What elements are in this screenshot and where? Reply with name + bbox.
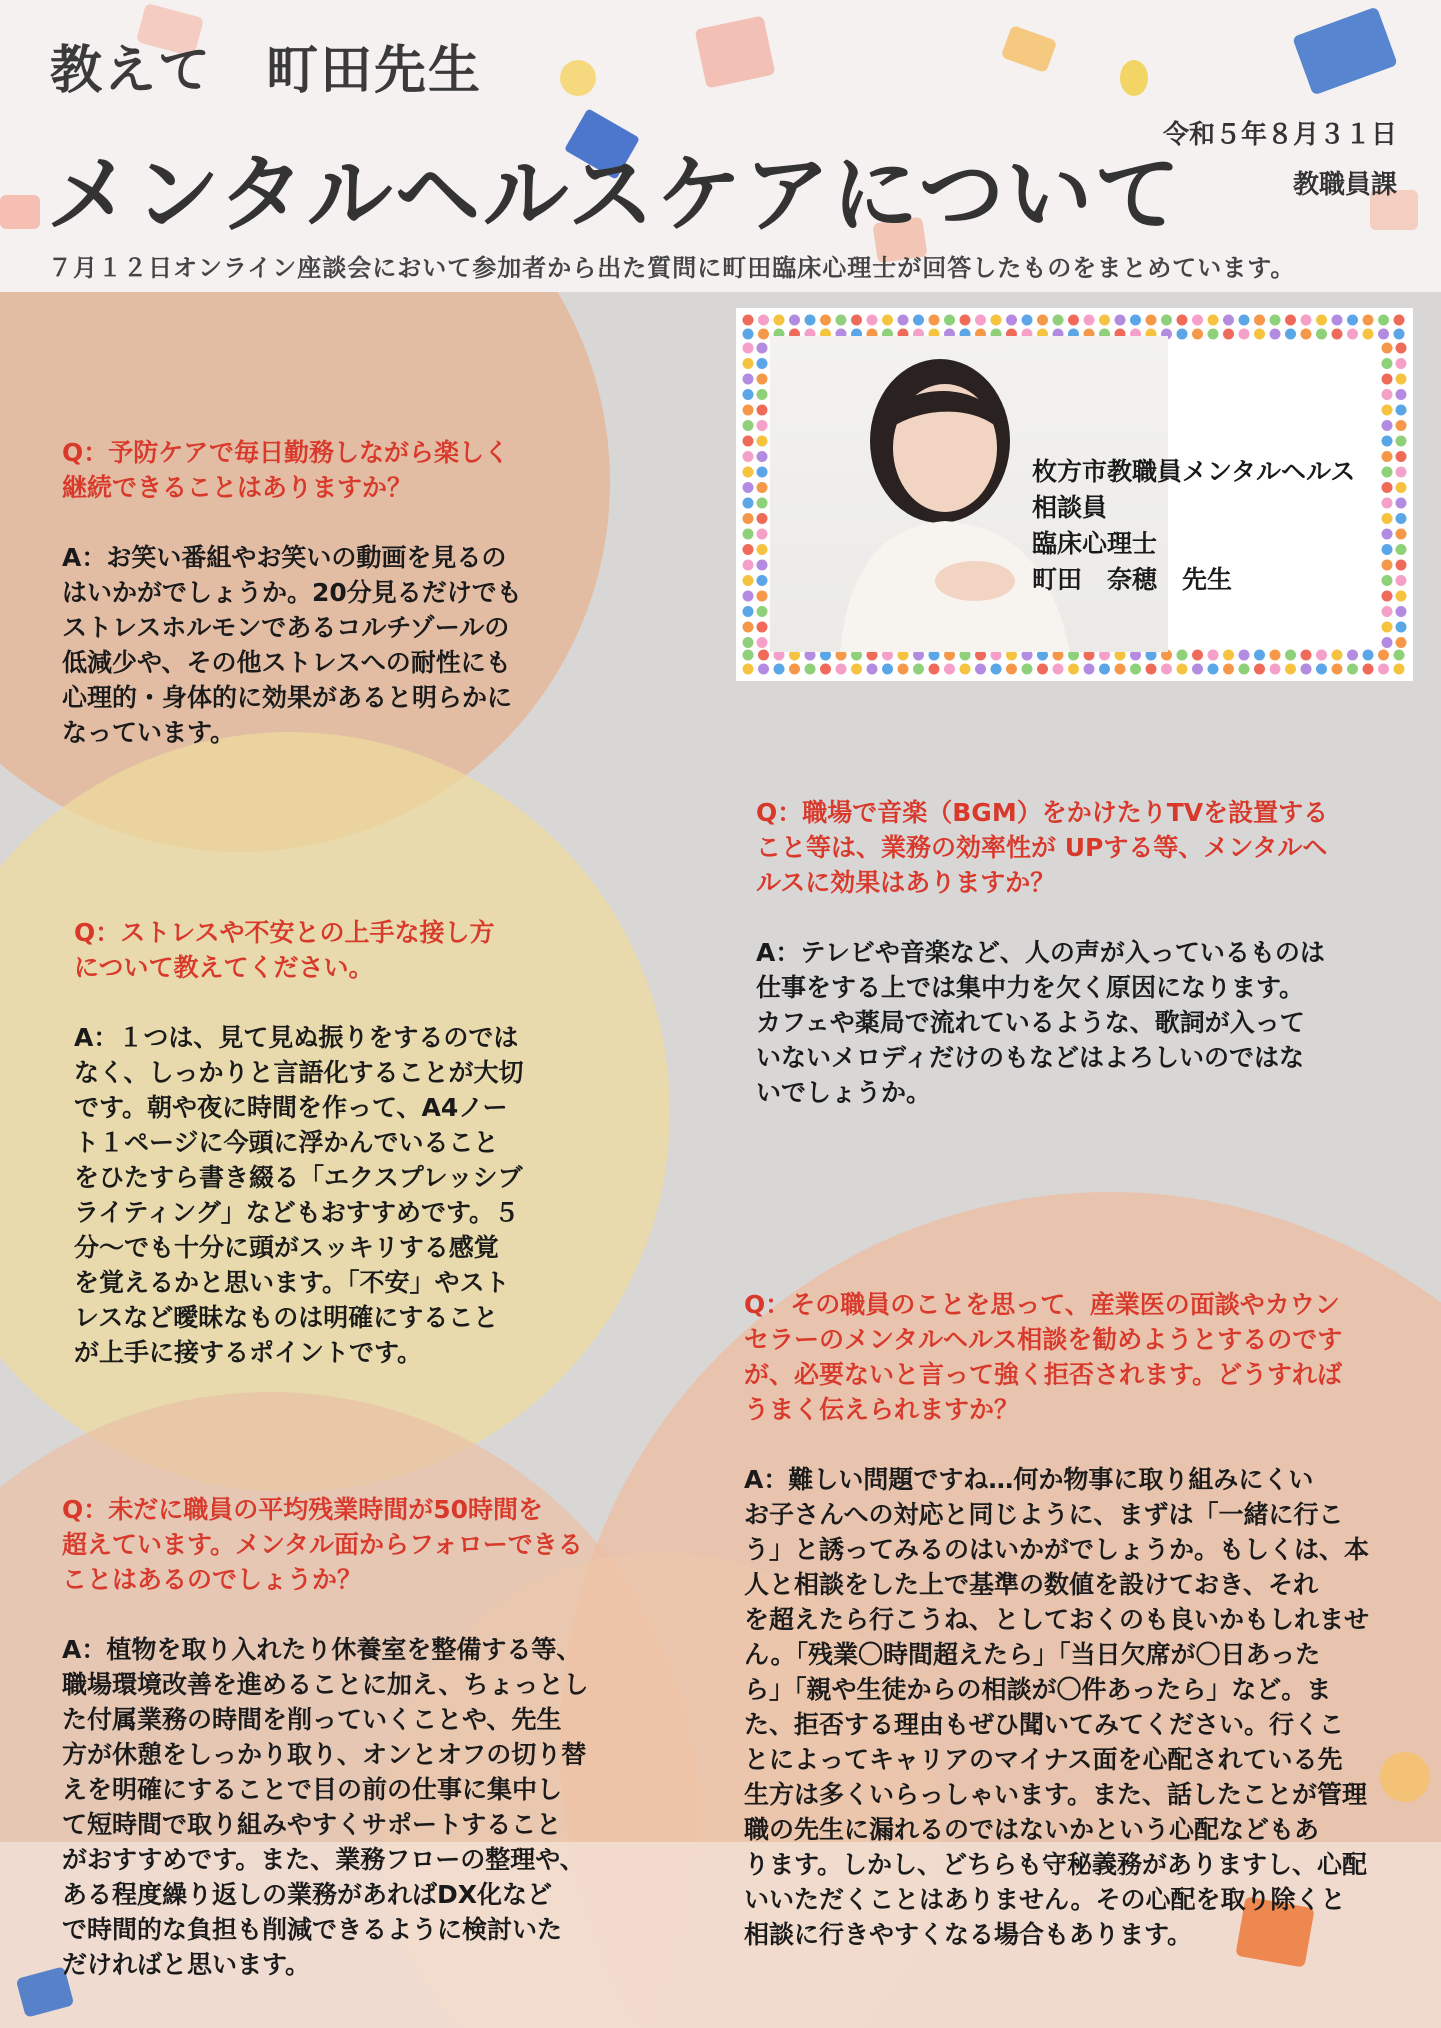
border-dot: [867, 664, 878, 675]
confetti-shape: [1120, 60, 1148, 96]
border-dot: [1396, 544, 1407, 555]
border-dot: [1363, 664, 1374, 675]
border-dot: [758, 329, 769, 340]
border-dot: [757, 575, 768, 586]
border-dot: [757, 560, 768, 571]
answer-text: A：テレビや音楽など、人の声が入っているものは 仕事をする上では集中力を欠く原因になります。 カフェや薬局で流れているような、歌詞が入って いないメロディだけのもなどはよろしいのではな いでしょうか。: [756, 938, 1325, 1107]
border-dot: [836, 315, 847, 326]
border-dot: [1099, 315, 1110, 326]
border-dot: [743, 374, 754, 385]
border-dot: [743, 513, 754, 524]
border-dot: [1396, 637, 1407, 648]
border-dot: [913, 664, 924, 675]
border-dot: [1192, 315, 1203, 326]
border-dot: [1347, 664, 1358, 675]
qa-block-5: [744, 1287, 1404, 1952]
border-dot: [1382, 405, 1393, 416]
border-dot: [1177, 664, 1188, 675]
border-dot: [1378, 315, 1389, 326]
border-dot: [789, 664, 800, 675]
border-dot: [929, 664, 940, 675]
confetti-shape: [1001, 25, 1058, 73]
border-dot: [1115, 315, 1126, 326]
border-dot: [757, 637, 768, 648]
border-dot: [1396, 529, 1407, 540]
border-dot: [1316, 650, 1327, 661]
border-dot: [1347, 650, 1358, 661]
border-dot: [1382, 374, 1393, 385]
border-dot: [1396, 405, 1407, 416]
border-dot: [1382, 637, 1393, 648]
border-dot: [1382, 529, 1393, 540]
border-dot: [1382, 591, 1393, 602]
border-dot: [1084, 664, 1095, 675]
border-dot: [1301, 315, 1312, 326]
border-dot: [1382, 606, 1393, 617]
border-dot: [851, 315, 862, 326]
border-dot: [757, 451, 768, 462]
border-dot: [1053, 315, 1064, 326]
border-dot: [1301, 329, 1312, 340]
border-dot: [1285, 664, 1296, 675]
border-dot: [1382, 389, 1393, 400]
border-dot: [1347, 315, 1358, 326]
border-dot: [1208, 664, 1219, 675]
border-dot: [1254, 650, 1265, 661]
border-dot: [1270, 329, 1281, 340]
border-dot: [743, 606, 754, 617]
profile-caption: 枚方市教職員メンタルヘルス 相談員 臨床心理士 町田 奈穂 先生: [1032, 457, 1356, 594]
border-dot: [1382, 420, 1393, 431]
border-dot: [1396, 482, 1407, 493]
border-dot: [789, 315, 800, 326]
border-dot: [975, 664, 986, 675]
border-dot: [991, 315, 1002, 326]
border-dot: [1378, 329, 1389, 340]
border-dot: [757, 622, 768, 633]
border-dot: [1068, 315, 1079, 326]
border-dot: [1130, 664, 1141, 675]
border-dot: [882, 664, 893, 675]
border-dot: [757, 544, 768, 555]
border-dot: [1396, 622, 1407, 633]
border-dot: [1396, 436, 1407, 447]
border-dot: [1363, 329, 1374, 340]
border-dot: [1301, 650, 1312, 661]
border-dot: [743, 664, 754, 675]
border-dot: [1396, 560, 1407, 571]
border-dot: [1037, 315, 1048, 326]
border-dot: [774, 664, 785, 675]
border-dot: [1396, 343, 1407, 354]
border-dot: [1316, 315, 1327, 326]
border-dot: [1396, 513, 1407, 524]
border-dot: [882, 315, 893, 326]
border-dot: [1208, 315, 1219, 326]
border-dot: [1115, 664, 1126, 675]
border-dot: [1022, 664, 1033, 675]
border-dot: [1301, 664, 1312, 675]
header-kicker: 教えて 町田先生: [50, 41, 483, 101]
answer-text: A：１つは、見て見ぬ振りをするのでは なく、しっかりと言語化することが大切 です。朝や夜に時間を作って、A4ノー ト１ページに今頭に浮かんでいること をひたすら書き綴る「エクスプレッシブ ライティング」などもおすすめです。５ 分～でも十分に頭がスッキリする感覚 を覚えるかと思います。「不安」やスト レスなど曖昧なものは明確にすること が上手に接するポイントです。: [74, 1023, 524, 1367]
border-dot: [1068, 664, 1079, 675]
border-dot: [1223, 329, 1234, 340]
border-dot: [757, 436, 768, 447]
border-dot: [757, 389, 768, 400]
answer-text: A：お笑い番組やお笑いの動画を見るの はいかがでしょうか。20分見るだけでも ストレスホルモンであるコルチゾールの 低減少や、その他ストレスへの耐性にも 心理的・身体的に効果があると明らかに なっています。: [62, 543, 522, 747]
border-dot: [1006, 315, 1017, 326]
border-dot: [757, 420, 768, 431]
border-dot: [929, 315, 940, 326]
answer-text: A：植物を取り入れたり休養室を整備する等、 職場環境改善を進めることに加え、ちょっとし た付属業務の時間を削っていくことや、先生 方が休憩をしっかり取り、オンとオフの切り替 えを明確にすることで目の前の仕事に集中し て短時間で取り組みやすくサポートすること がおすすめです。また、業務フローの整理や、 ある程度繰り返しの業務があればDX化など で時間的な負担も削減できるように検討いた だければと思います。: [62, 1635, 589, 1979]
border-dot: [944, 315, 955, 326]
border-dot: [1332, 664, 1343, 675]
border-dot: [757, 513, 768, 524]
border-dot: [1146, 315, 1157, 326]
border-dot: [1396, 591, 1407, 602]
border-dot: [820, 315, 831, 326]
confetti-shape: [695, 15, 776, 88]
border-dot: [743, 498, 754, 509]
border-dot: [743, 451, 754, 462]
border-dot: [1382, 498, 1393, 509]
border-dot: [757, 529, 768, 540]
border-dot: [960, 315, 971, 326]
border-dot: [1396, 358, 1407, 369]
border-dot: [805, 315, 816, 326]
border-dot: [1285, 315, 1296, 326]
question-text: Q：ストレスや不安との上手な接し方 について教えてください。: [74, 918, 495, 982]
border-dot: [743, 637, 754, 648]
confetti-shape: [1292, 6, 1398, 95]
border-dot: [1285, 650, 1296, 661]
border-dot: [1396, 451, 1407, 462]
confetti-shape: [560, 60, 596, 96]
border-dot: [1396, 498, 1407, 509]
border-dot: [1382, 451, 1393, 462]
border-dot: [743, 343, 754, 354]
border-dot: [1396, 389, 1407, 400]
border-dot: [743, 482, 754, 493]
border-dot: [1347, 329, 1358, 340]
border-dot: [851, 664, 862, 675]
border-dot: [743, 315, 754, 326]
department: 教職員課: [1292, 170, 1397, 200]
border-dot: [1161, 315, 1172, 326]
border-dot: [757, 343, 768, 354]
border-dot: [1378, 650, 1389, 661]
border-dot: [1382, 343, 1393, 354]
border-dot: [1396, 467, 1407, 478]
border-dot: [1394, 650, 1405, 661]
border-dot: [1223, 315, 1234, 326]
border-dot: [1396, 374, 1407, 385]
border-dot: [743, 329, 754, 340]
border-dot: [898, 664, 909, 675]
border-dot: [1254, 315, 1265, 326]
border-dot: [1394, 315, 1405, 326]
border-dot: [1382, 467, 1393, 478]
border-dot: [1382, 622, 1393, 633]
issue-date: 令和５年８月３１日: [1162, 120, 1397, 150]
border-dot: [1382, 575, 1393, 586]
border-dot: [1382, 358, 1393, 369]
border-dot: [774, 315, 785, 326]
border-dot: [1239, 650, 1250, 661]
border-dot: [1192, 650, 1203, 661]
border-dot: [743, 467, 754, 478]
border-dot: [1270, 664, 1281, 675]
border-dot: [975, 315, 986, 326]
border-dot: [1239, 315, 1250, 326]
border-dot: [1396, 575, 1407, 586]
border-dot: [1378, 664, 1389, 675]
border-dot: [758, 315, 769, 326]
border-dot: [1239, 329, 1250, 340]
header: [0, 0, 1441, 292]
profile-card: [736, 308, 1413, 681]
border-dot: [1208, 329, 1219, 340]
border-dot: [1332, 315, 1343, 326]
border-dot: [1254, 329, 1265, 340]
border-dot: [758, 664, 769, 675]
border-dot: [1099, 664, 1110, 675]
border-dot: [836, 664, 847, 675]
border-dot: [1130, 315, 1141, 326]
border-dot: [1382, 544, 1393, 555]
border-dot: [743, 560, 754, 571]
border-dot: [743, 405, 754, 416]
border-dot: [758, 650, 769, 661]
border-dot: [1332, 650, 1343, 661]
border-dot: [1396, 606, 1407, 617]
border-dot: [1285, 329, 1296, 340]
border-dot: [743, 591, 754, 602]
border-dot: [1382, 513, 1393, 524]
qa-block-4: [756, 795, 1396, 1110]
border-dot: [1192, 329, 1203, 340]
border-dot: [1208, 650, 1219, 661]
border-dot: [913, 315, 924, 326]
border-dot: [898, 315, 909, 326]
border-dot: [1223, 664, 1234, 675]
border-dot: [1037, 664, 1048, 675]
border-dot: [1382, 560, 1393, 571]
border-dot: [1270, 650, 1281, 661]
border-dot: [1146, 664, 1157, 675]
border-dot: [1316, 329, 1327, 340]
border-dot: [1239, 664, 1250, 675]
border-dot: [1084, 315, 1095, 326]
border-dot: [867, 315, 878, 326]
border-dot: [1161, 664, 1172, 675]
border-dot: [743, 389, 754, 400]
border-dot: [757, 606, 768, 617]
border-dot: [1382, 436, 1393, 447]
border-dot: [1394, 664, 1405, 675]
border-dot: [743, 529, 754, 540]
page-title: メンタルヘルスケアについて: [46, 145, 1183, 245]
intro-text: ７月１２日オンライン座談会において参加者から出た質問に町田臨床心理士が回答したものをまとめています。: [48, 254, 1296, 282]
border-dot: [757, 482, 768, 493]
border-dot: [743, 544, 754, 555]
border-dot: [1382, 482, 1393, 493]
border-dot: [1332, 329, 1343, 340]
border-dot: [991, 664, 1002, 675]
border-dot: [743, 436, 754, 447]
question-text: Q：予防ケアで毎日勤務しながら楽しく 継続できることはありますか？: [62, 438, 510, 502]
qa-block-2: [74, 915, 574, 1370]
border-dot: [1192, 664, 1203, 675]
border-dot: [757, 467, 768, 478]
border-dot: [757, 498, 768, 509]
border-dot: [960, 664, 971, 675]
border-dot: [743, 420, 754, 431]
border-dot: [1177, 329, 1188, 340]
border-dot: [1053, 664, 1064, 675]
border-dot: [1006, 664, 1017, 675]
question-text: Q：未だに職員の平均残業時間が50時間を 超えています。メンタル面からフォローできる ことはあるのでしょうか？: [62, 1495, 583, 1594]
border-dot: [757, 358, 768, 369]
border-dot: [1177, 315, 1188, 326]
border-dot: [743, 358, 754, 369]
question-text: Q：職場で音楽（BGM）をかけたりTVを設置する こと等は、業務の効率性が UPする等、メンタルヘ ルスに効果はありますか？: [756, 798, 1329, 897]
border-dot: [757, 591, 768, 602]
border-dot: [743, 622, 754, 633]
border-dot: [1022, 315, 1033, 326]
qa-block-3: [62, 1492, 632, 1982]
border-dot: [1177, 650, 1188, 661]
confetti-shape: [0, 195, 40, 229]
border-dot: [1363, 315, 1374, 326]
border-dot: [944, 664, 955, 675]
border-dot: [757, 374, 768, 385]
border-dot: [1270, 315, 1281, 326]
border-dot: [820, 664, 831, 675]
answer-text: A：難しい問題ですね…何か物事に取り組みにくい お子さんへの対応と同じように、まずは「一緒に行こ う」と誘ってみるのはいかがでしょうか。もしくは、本 人と相談をした上で基準の数値を設けておき、それ を超えたら行こうね、としておくのも良いかもしれませ ん。「残業〇時間超えたら」「当日欠席が〇日あった ら」「親や生徒からの相談が〇件あったら」など。ま た、拒否する理由もぜひ聞いてみてください。行くこ とによってキャリアのマイナス面を心配されている先 生方は多くいらっしゃいます。また、話したことが管理 職の先生に漏れるのではないかという心配などもあ ります。しかし、どちらも守秘義務がありますし、心配 いいただくことはありません。その心配を取り除くと 相談に行きやすくなる場合もあります。: [744, 1465, 1370, 1949]
border-dot: [1316, 664, 1327, 675]
border-dot: [1254, 664, 1265, 675]
border-dot: [743, 575, 754, 586]
border-dot: [805, 664, 816, 675]
question-text: Q：その職員のことを思って、産業医の面談やカウン セラーのメンタルヘルス相談を勧めようとするのです が、必要ないと言って強く拒否されます。どうすれば うまく伝えられますか？: [744, 1290, 1343, 1424]
border-dot: [743, 650, 754, 661]
border-dot: [1394, 329, 1405, 340]
qa-block-1: [62, 435, 582, 750]
border-dot: [1396, 420, 1407, 431]
border-dot: [1363, 650, 1374, 661]
border-dot: [1223, 650, 1234, 661]
border-dot: [757, 405, 768, 416]
